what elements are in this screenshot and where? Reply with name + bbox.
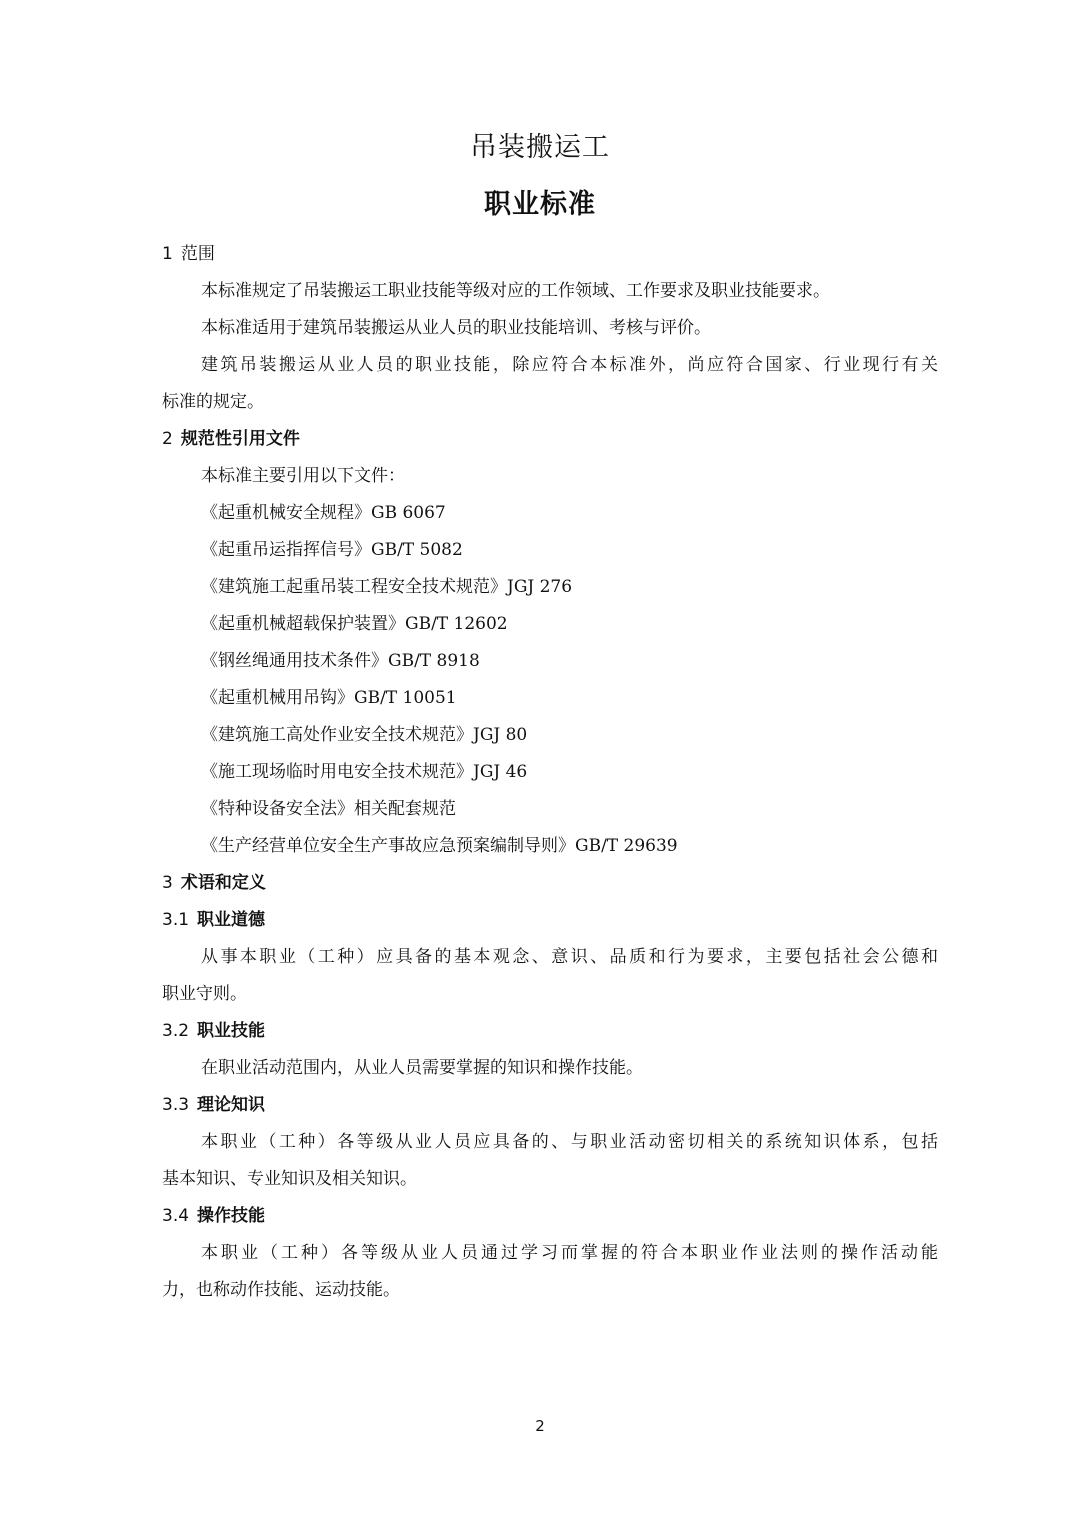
reference-item: 《施工现场临时用电安全技术规范》JGJ 46 xyxy=(201,762,528,782)
reference-item: 《起重机械用吊钩》GB/T 10051 xyxy=(201,688,457,708)
paragraph-line: 力，也称动作技能、运动技能。 xyxy=(162,1280,400,1300)
reference-item: 《生产经营单位安全生产事故应急预案编制导则》GB/T 29639 xyxy=(201,836,678,856)
paragraph-line: 标准的规定。 xyxy=(162,392,264,412)
reference-item: 《建筑施工高处作业安全技术规范》JGJ 80 xyxy=(201,725,528,745)
subsection-heading-3-2 xyxy=(162,1013,938,1050)
paragraph-line: 在职业活动范围内，从业人员需要掌握的知识和操作技能。 xyxy=(201,1058,643,1078)
subsection-heading-3-1 xyxy=(162,902,938,939)
section-number: 1 xyxy=(162,244,173,264)
subsection-title: 理论知识 xyxy=(197,1095,266,1115)
subsection-number: 3.1 xyxy=(162,910,190,930)
subsection-number: 3.3 xyxy=(162,1095,190,1115)
section-heading-1 xyxy=(162,236,938,273)
paragraph-line: 本职业（工种）各等级从业人员应具备的、与职业活动密切相关的系统知识体系，包括 xyxy=(201,1132,938,1152)
paragraph: 本标准规定了吊装搬运工职业技能等级对应的工作领域、工作要求及职业技能要求。 xyxy=(201,281,830,301)
reference-item: 《起重机械安全规程》GB 6067 xyxy=(201,503,446,523)
subsection-title: 职业道德 xyxy=(197,910,266,930)
section-heading-3 xyxy=(162,865,938,902)
subsection-heading-3-4 xyxy=(162,1198,938,1235)
document-body xyxy=(162,236,938,1309)
subsection-title: 职业技能 xyxy=(197,1021,266,1041)
reference-item: 《钢丝绳通用技术条件》GB/T 8918 xyxy=(201,651,480,671)
subsection-number: 3.2 xyxy=(162,1021,190,1041)
paragraph: 本标准适用于建筑吊装搬运从业人员的职业技能培训、考核与评价。 xyxy=(201,318,711,338)
paragraph-line: 建筑吊装搬运从业人员的职业技能，除应符合本标准外，尚应符合国家、行业现行有关 xyxy=(201,355,938,375)
paragraph-line: 本职业（工种）各等级从业人员通过学习而掌握的符合本职业作业法则的操作活动能 xyxy=(201,1243,938,1263)
section-number: 3 xyxy=(162,873,173,893)
section-number: 2 xyxy=(162,429,173,449)
reference-item: 《起重机械超载保护装置》GB/T 12602 xyxy=(201,614,508,634)
paragraph-line: 职业守则。 xyxy=(162,984,247,1004)
paragraph: 本标准主要引用以下文件： xyxy=(201,466,405,486)
subsection-number: 3.4 xyxy=(162,1206,190,1226)
paragraph-line: 基本知识、专业知识及相关知识。 xyxy=(162,1169,417,1189)
paragraph-line: 从事本职业（工种）应具备的基本观念、意识、品质和行为要求，主要包括社会公德和 xyxy=(201,947,938,967)
document-subtitle: 职业标准 xyxy=(484,189,596,220)
document-title: 吊装搬运工 xyxy=(470,132,610,163)
section-title: 规范性引用文件 xyxy=(180,429,300,449)
subsection-heading-3-3 xyxy=(162,1087,938,1124)
page-number: 2 xyxy=(535,1417,545,1435)
reference-item: 《特种设备安全法》相关配套规范 xyxy=(201,799,456,819)
reference-item: 《起重吊运指挥信号》GB/T 5082 xyxy=(201,540,463,560)
reference-item: 《建筑施工起重吊装工程安全技术规范》JGJ 276 xyxy=(201,577,573,597)
subsection-title: 操作技能 xyxy=(197,1206,266,1226)
section-title: 术语和定义 xyxy=(180,873,266,893)
section-heading-2 xyxy=(162,421,938,458)
section-title: 范围 xyxy=(180,244,215,264)
